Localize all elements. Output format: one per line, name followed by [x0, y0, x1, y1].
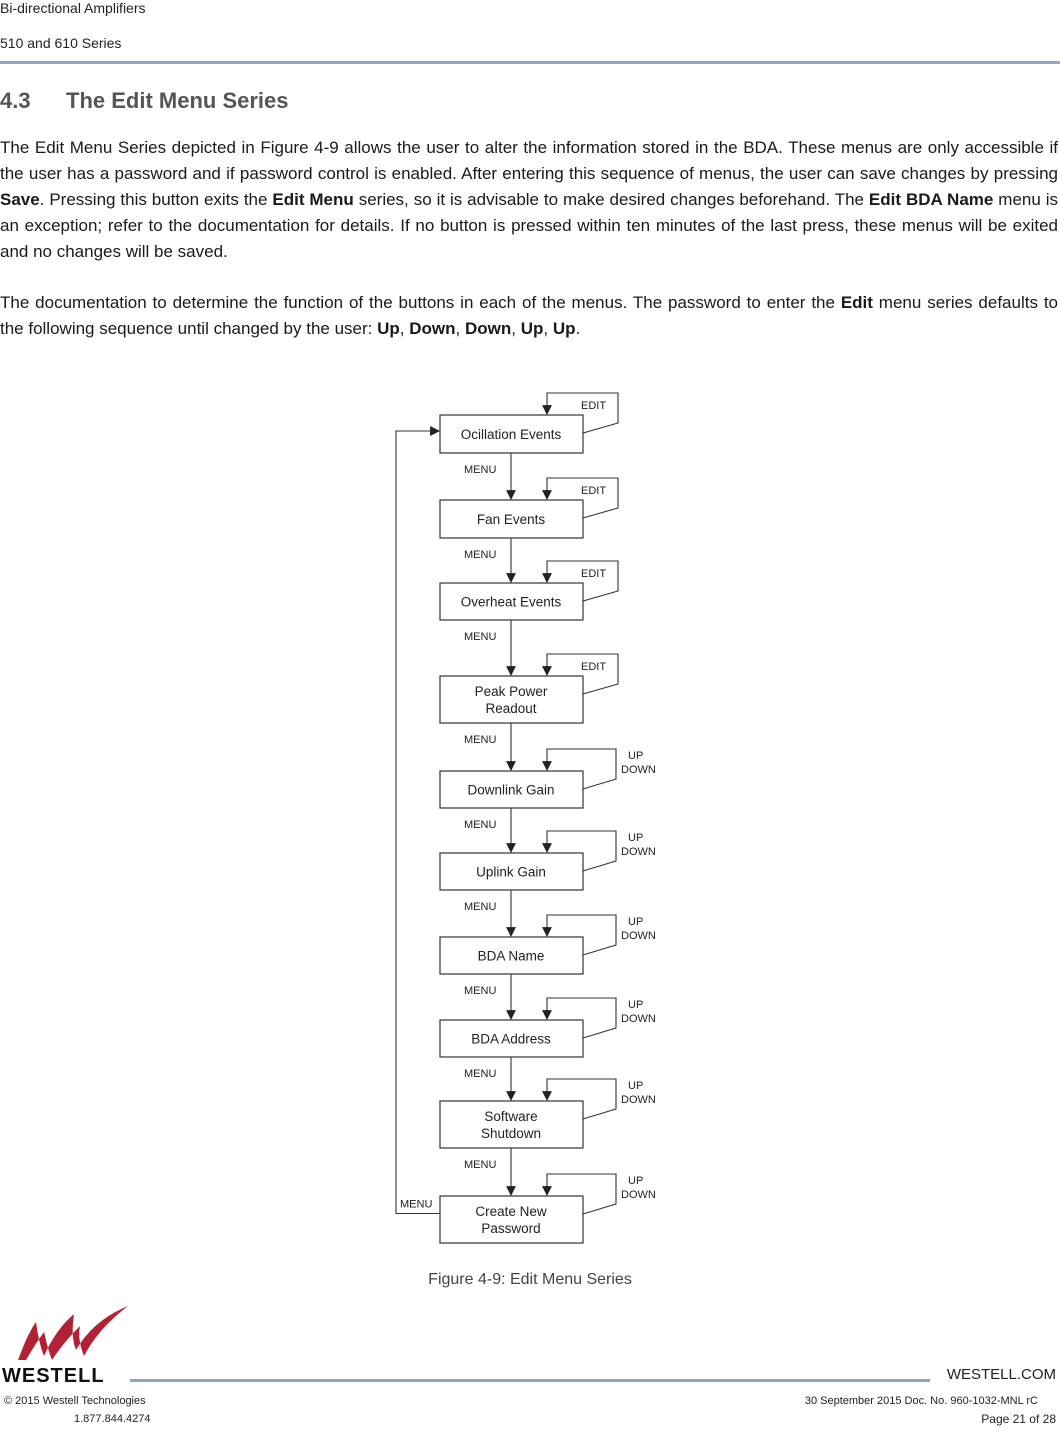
header-divider: [0, 61, 1060, 64]
menu-label: MENU: [464, 464, 497, 476]
para2-seq-4: Up: [520, 319, 544, 338]
section-title: The Edit Menu Series: [66, 88, 289, 113]
menu-label: MENU: [464, 985, 497, 997]
menu-label: MENU: [464, 549, 497, 561]
down-label: DOWN: [621, 764, 656, 776]
edit-label: EDIT: [581, 400, 607, 412]
menu-box-label: Ocillation Events: [460, 427, 562, 442]
down-label: DOWN: [621, 1189, 656, 1201]
menu-label: MENU: [464, 901, 497, 913]
down-label: DOWN: [621, 846, 656, 858]
para2-sep-1: ,: [399, 319, 410, 338]
menu-box-label: Uplink Gain: [476, 864, 546, 880]
menu-box-label: Create New: [475, 1204, 547, 1219]
menu-box-label: Shutdown: [480, 1126, 542, 1141]
para1-text-2: . Pressing this button exits the: [39, 190, 273, 209]
para2-seq-3: Down: [464, 319, 512, 338]
menu-box-label: Readout: [485, 701, 537, 716]
footer-divider: [130, 1379, 930, 1382]
figure-caption: Figure 4-9: Edit Menu Series: [428, 1271, 632, 1288]
menu-box-label: Overheat Events: [460, 594, 562, 610]
para2-seq-1: Up: [377, 319, 400, 338]
password-paragraph: [0, 290, 1058, 342]
para1-edit-menu-bold: Edit Menu: [272, 190, 354, 209]
para2-sep-3: ,: [511, 319, 521, 338]
down-label: DOWN: [621, 1094, 656, 1106]
section-heading: [0, 88, 289, 114]
para2-edit-bold: Edit: [840, 293, 873, 312]
menu-box-label: Downlink Gain: [467, 782, 555, 798]
para1-save-bold: Save: [0, 190, 40, 209]
up-label: UP: [628, 832, 644, 844]
up-label: UP: [628, 750, 644, 762]
footer-website: WESTELL.COM: [946, 1366, 1056, 1383]
menu-label: MENU: [464, 1159, 497, 1171]
up-label: UP: [628, 1175, 644, 1187]
footer-phone: 1.877.844.4274: [74, 1413, 151, 1425]
down-label: DOWN: [621, 1013, 656, 1025]
edit-label: EDIT: [581, 485, 607, 497]
westell-logo: [0, 1300, 130, 1385]
para2-sep-2: ,: [455, 319, 465, 338]
return-menu-label: MENU: [400, 1198, 433, 1211]
menu-box-label: Software: [484, 1109, 538, 1124]
down-label: DOWN: [621, 930, 656, 942]
intro-paragraph: [0, 135, 1058, 265]
menu-label: MENU: [464, 734, 497, 746]
para2-seq-5: Up: [552, 319, 576, 338]
menu-box-label: Password: [481, 1221, 541, 1236]
menu-box-label: Peak Power: [474, 684, 548, 699]
para2-sep-4: ,: [543, 319, 553, 338]
footer-copyright: © 2015 Westell Technologies: [4, 1395, 146, 1407]
para2-seq-2: Down: [409, 319, 456, 338]
footer-doc-number: 30 September 2015 Doc. No. 960-1032-MNL rC: [804, 1395, 1038, 1407]
header-product-line: Bi-directional Amplifiers: [0, 0, 146, 16]
menu-label: MENU: [464, 819, 497, 831]
footer-page-number: Page 21 of 28: [981, 1412, 1056, 1426]
para1-edit-bda-name-bold: Edit BDA Name: [868, 190, 994, 209]
edit-label: EDIT: [581, 661, 607, 673]
up-label: UP: [628, 1080, 644, 1092]
up-label: UP: [628, 999, 644, 1011]
menu-label: MENU: [464, 631, 497, 643]
edit-menu-flow-diagram: [0, 385, 1060, 1255]
up-label: UP: [628, 916, 644, 928]
menu-box-label: BDA Name: [477, 948, 545, 964]
para1-text-3: series, so it is advisable to make desired changes beforehand. The: [353, 190, 869, 209]
para2-text-2: menu series defaults to the following sequence until changed by the user:: [0, 293, 1059, 338]
westell-logo-text: WESTELL: [2, 1365, 105, 1385]
para1-text-1: The Edit Menu Series depicted in Figure 4-9 allows the user to alter the information stored in the BDA. These menus are only accessible if the user has a password and if password control is enabled. After entering this sequence of menus, the user can save changes by pressing: [0, 138, 1058, 183]
header-series-line: 510 and 610 Series: [0, 35, 122, 51]
menu-box-label: Fan Events: [476, 512, 546, 527]
return-loop-arrow: [396, 431, 440, 1214]
para1-text-4: menu is an exception; refer to the documentation for details. If no button is pressed within ten minutes of the last press, these menus will be exited and no changes will be saved.: [0, 190, 1059, 261]
edit-label: EDIT: [581, 568, 607, 580]
para2-sep-5: .: [575, 319, 581, 338]
para2-text-1: The documentation to determine the function of the buttons in each of the menus. The password to enter the: [0, 293, 841, 312]
menu-label: MENU: [464, 1068, 497, 1080]
menu-box-label: BDA Address: [471, 1031, 551, 1047]
section-number: 4.3: [0, 88, 31, 113]
